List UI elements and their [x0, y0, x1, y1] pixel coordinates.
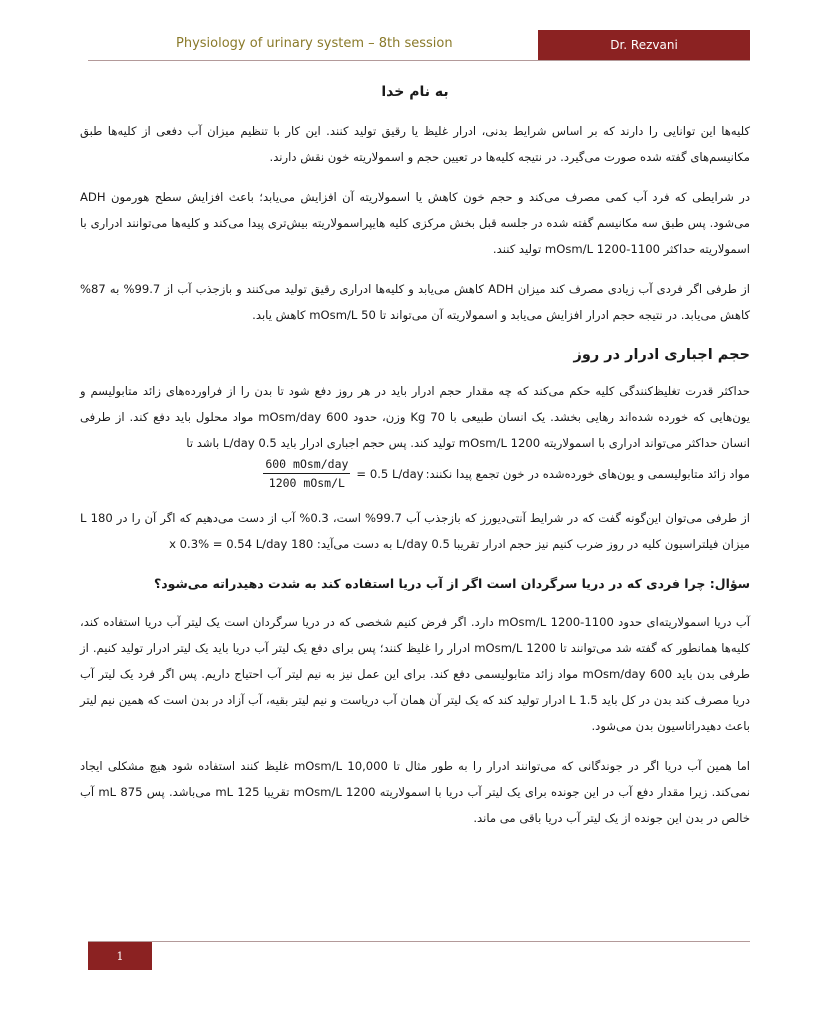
- fraction-lead-text: مواد زائد متابولیسمی و یون‌های خورده‌شده در خون تجمع پیدا نکنند:: [425, 466, 750, 481]
- paragraph-antidiuresis: از طرفی می‌توان این‌گونه گفت که در شرایط آنتی‌دیورز که بازجذب آب 99.7% است، 0.3% آب از دست می‌دهیم که اگر آن را در 180 L میزان فیلتراسیون کلیه در روز ضرب کنیم نیز حجم ادرار تقریبا 0.5 L/day به دست می‌آید: 180 x 0.3% = 0.54 L/day: [80, 511, 751, 551]
- header-author-badge: Dr. Rezvani: [538, 30, 750, 60]
- document-body: [80, 80, 750, 845]
- footer-divider: [88, 941, 750, 942]
- document-title: به نام خدا: [381, 84, 449, 100]
- page-number-badge: 1: [88, 942, 152, 970]
- fraction-line: [80, 456, 750, 491]
- fraction-result: = 0.5 L/day: [356, 466, 424, 481]
- paragraph-rodents: اما همین آب دریا اگر در جوندگانی که می‌توانند ادرار را به طور مثال تا 10,000 mOsm/L غلیظ کنند استفاده شود هیچ مشکلی ایجاد نمی‌کند. زیرا مقدار دفع آب در این جونده برای یک لیتر آب دریا با اسمولاریته 1200 mOsm/L تقریبا 125 mL می‌باشد. پس 875 mL آب خالص در بدن این جونده از یک لیتر آب دریا باقی می ماند.: [80, 759, 751, 825]
- paragraph-adh-decrease: از طرفی اگر فردی آب زیادی مصرف کند میزان ADH کاهش می‌یابد و کلیه‌ها ادراری رقیق تولید می‌کنند و بازجذب آب از 99.7% به 87% کاهش می‌یابد. در نتیجه حجم ادرار افزایش می‌یابد و اسمولاریته آن می‌تواند تا 50 mOsm/L کاهش یابد.: [80, 282, 750, 322]
- paragraph-intro: کلیه‌ها این توانایی را دارند که بر اساس شرایط بدنی، ادرار غلیظ یا رقیق تولید کنند. این کار با تنظیم میزان آب دفعی از کلیه‌ها طبق مکانیسم‌های گفته شده صورت می‌گیرد. در نتیجه کلیه‌ها در تعیین حجم و اسمولاریته خون نقش دارند.: [80, 124, 750, 164]
- header-divider: [88, 60, 750, 61]
- fraction-equation: [263, 456, 350, 491]
- paragraph-sea-water: آب دریا اسمولاریته‌ای حدود 1100-1200 mOsm/L دارد. اگر فرض کنیم شخصی که در دریا سرگردان است یک لیتر آب دریا استفاده کند، کلیه‌ها همانطور که گفته شد می‌توانند تا 1200 mOsm/L ادرار را غلیظ کنند؛ پس برای دفع یک لیتر آب دریا باید یک لیتر ادرار تولید کنیم. از طرفی بدن باید 600 mOsm/day مواد زائد متابولیسمی دفع کند. برای این عمل نیز به نیم لیتر آب احتیاج داریم. پس اگر فرد یک لیتر آب دریا مصرف کند بدن در کل باید 1.5 L ادرار تولید کند که یک لیتر آن همان آب دریاست و نیم لیتر بقیه، آب آزاد در بدن است که همین نیم لیتر باعث دهیدراتاسیون بدن می‌شود.: [80, 615, 751, 733]
- fraction-numerator: 600 mOsm/day: [263, 456, 350, 474]
- page-header: [88, 30, 750, 60]
- question-heading: سؤال: چرا فردی که در دریا سرگردان است اگر از آب دریا استفاده کند به شدت دهیدراته می‌شود؟: [154, 576, 750, 591]
- section-heading-obligatory-volume: حجم اجباری ادرار در روز: [573, 347, 750, 363]
- fraction-denominator: 1200 mOsm/L: [268, 476, 345, 490]
- paragraph-obligatory-volume: حداکثر قدرت تغلیظ‌کنندگی کلیه حکم می‌کند که چه مقدار حجم ادرار باید در هر روز دفع شود تا بدن را از فراورده‌های زائد متابولیسم و یون‌هایی که خورده شده‌اند رهایی بخشد. یک انسان طبیعی با 70 Kg وزن، حدود 600 mOsm/day مواد محلول باید دفع کند. از طرفی انسان حداکثر می‌تواند ادراری با اسمولاریته 1200 mOsm/L تولید کند. پس حجم اجباری ادرار باید 0.5 L/day باشد تا: [80, 384, 751, 450]
- header-title: Physiology of urinary system – 8th session: [176, 36, 453, 51]
- paragraph-adh-increase: در شرایطی که فرد آب کمی مصرف می‌کند و حجم خون کاهش یا اسمولاریته آن افزایش می‌یابد؛ باعث افزایش سطح هورمون ADH می‌شود. پس طبق سه مکانیسم گفته شده در جلسه قبل بخش مرکزی کلیه هایپراسمولاریته بیش‌تری پیدا می‌کند و کلیه‌ها می‌توانند ادراری با اسمولاریته حداکثر 1100-1200 mOsm/L تولید کنند.: [80, 190, 750, 256]
